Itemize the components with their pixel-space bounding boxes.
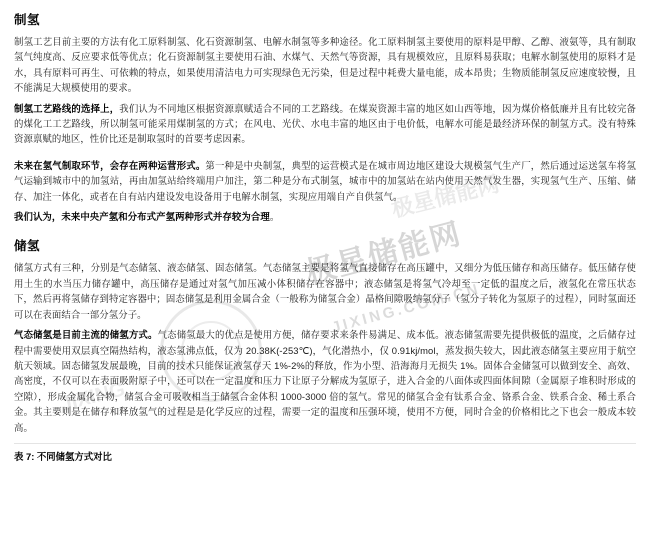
- paragraph-production-route-lead: 制氢工艺路线的选择上，: [14, 102, 120, 114]
- watermark-faint-top: 极星储能网: [388, 171, 502, 222]
- paragraph-operation-models-body: 第一种是中央制氢，典型的运营模式是在城市周边地区建设大规模氢气生产厂，然后通过运送氢车将氢气运输到城市中的加氢站，再由加氢站给终端用户加注，第二种是分布式制氢，城市中的加氢站在站内使用天然气发生器，实现氢气生产、压缩、储存、加注一体化，或者在自有站内建设发电设备用于电解水制氢，实现应用端自产自供氢气。: [14, 159, 636, 202]
- watermark-faint-bottom: JIXING: [58, 378, 128, 416]
- paragraph-operation-conclusion-lead: 我们认为，未来中央产氢和分布式产氢两种形式并存较为合理: [14, 211, 270, 223]
- section-heading-hydrogen-storage: 储氢: [14, 239, 41, 254]
- paragraph-storage-mainstream-body: 气态储氢最大的优点是使用方便，储存要求来条件易满足、成本低。液态储氢需要先提供极低的温度，之后储存过程中需要使用双层真空隔热结构，液态氢沸点低，仅为 20.38K(-253℃)，气化潜热小，仅 0.91kj/mol，蒸发损失较大，因此液态储氢主要应用于航空航天领域。固态储氢发展最晚，目前的技术只能保证液氢存天 1%-2%的释放，作为小型、沿海海月无损失 1%。固体合金储氢可以做到安全、高效、高密度，不仅可以在表面吸附原子中，还可以在一定温度和压力下让原子分解成为氢原子，进入合金的八面体或四面体间隙（金属原子堆积时形成的空隙），形成金属化合物，储氢合金可吸收相当于储氢合金体积 1000-3000 倍的氢气。常见的储氢合金有钛系合金、铬系合金、铁系合金、稀土系合金。其主要则是在储存和释放氢气的过程是是化学反应的过程，需要一定的温度和压强环境，使用不方便，同时合金的价格相比之下也会一般成本较高。: [14, 329, 636, 433]
- document-content: [14, 10, 636, 463]
- paragraph-operation-conclusion: [14, 209, 636, 224]
- table-caption: 表 7: 不同储氢方式对比: [14, 443, 636, 463]
- paragraph-operation-models-lead: 未来在氢气制取环节，会存在两种运营形式。: [14, 159, 206, 171]
- paragraph-operation-models: [14, 158, 636, 204]
- paragraph-production-methods: 制氢工艺目前主要的方法有化工原料制氢、化石资源制氢、电解水制氢等多种途径。化工原料制氢主要使用的原料是甲醇、乙醇、液氨等，具有制取氢气纯度高、反应要求低等优点；化石资源制氢主要使用石油、水煤气、天然气等资源，具有规模效应，且原料易获取；电解水制氢使用的原料才是水，具有原料可再生、可依赖的特点，如果使用清洁电力可实现绿色无污染，但是过程中耗费大量电能，成本昂贵；生物质能制氢反应速度较慢，且不能满足大规模使用的要求。: [14, 36, 636, 94]
- watermark-sub-text: JIXING.COM.CN: [330, 280, 483, 337]
- paragraph-operation-conclusion-body: 。: [269, 211, 280, 223]
- watermark-main-text: 极星储能网: [302, 217, 466, 291]
- section-heading-hydrogen-production: 制氢: [14, 13, 41, 27]
- spacer-after-operation: [14, 229, 636, 236]
- paragraph-production-route: [14, 101, 636, 147]
- paragraph-production-route-body: 我们认为不同地区根据资源禀赋适合不同的工艺路线。在煤炭资源丰富的地区如山西等地，因为煤价格低廉并且有比较完备的煤化工工艺路线，所以制氢可能采用煤制氢的方式；在风电、光伏、水电丰富的地区由于电价低，电解水可能是最经济环保的制氢方式。没有特殊资源禀赋的地区，性价比还是制取氢时的首要考虑因素。: [14, 102, 636, 145]
- paragraph-storage-mainstream-lead: 气态储氢是目前主流的储氢方式。: [14, 329, 158, 341]
- paragraph-storage-mainstream: [14, 327, 636, 435]
- paragraph-storage-types: 储氢方式有三种，分别是气态储氢、液态储氢、固态储氢。气态储氢主要是将氢气直接储存在高压罐中，又细分为低压储存和高压储存。低压储存使用土生的水当压力储存罐中，高压储存是通过对氢气加压减小体积储存在容器中；液态储氢是将氢气冷却至一定低的温度之后，液氢化在常压状态下，然后再将氢储存到特定容器中；固态储氢是利用金属合金（一般称为储氢合金）晶格间隙吸纳氢分子（氢分子转化为氢原子的过程），同时氢面还可以在表面结合一部分氢分子。: [14, 262, 636, 320]
- spacer-after-production: [14, 151, 636, 158]
